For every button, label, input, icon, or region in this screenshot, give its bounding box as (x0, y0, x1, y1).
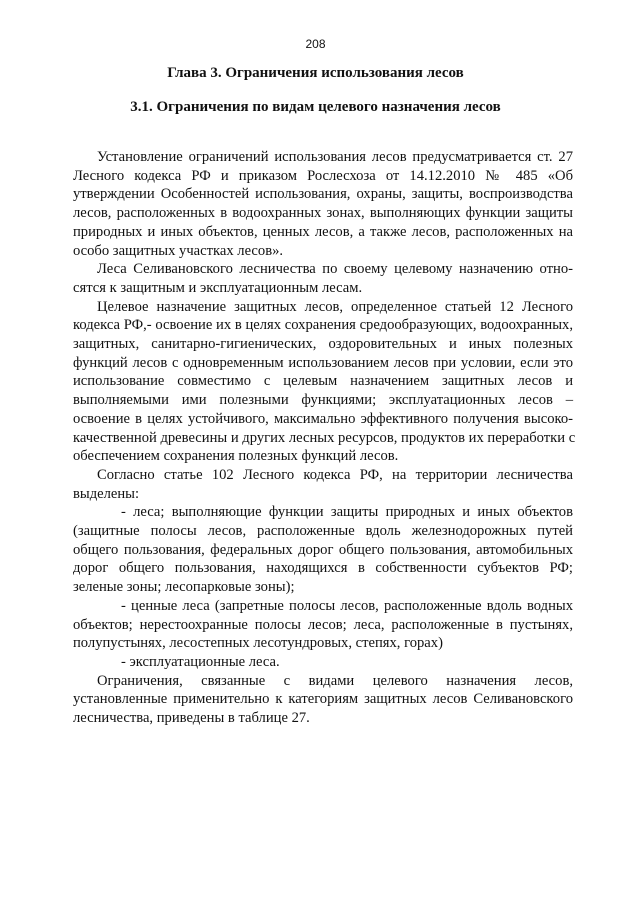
paragraph (73, 298, 576, 466)
section-title: 3.1. Ограничения по видам целевого назначения лесов (130, 99, 501, 115)
text-line: сятся к защитным и эксплуатационным лесам. (73, 279, 363, 296)
text-line: лесов, расположенных в водоохранных зонах, выполняющих функции защиты (73, 205, 573, 222)
text-line: Согласно статье 102 Лесного кодекса РФ, на территории лесничества (97, 466, 573, 483)
text-line: (защитные полосы лесов, расположенные вдоль железнодорожных путей (73, 523, 573, 540)
text-line: освоение в целях устойчивого, максимально эффективного получения высоко- (73, 410, 573, 427)
text-line: выделены: (73, 485, 140, 502)
text-line: защитных, санитарно-гигиенических, оздоровительных и иных полезных (73, 336, 573, 353)
body-text (73, 148, 576, 728)
chapter-title: Глава 3. Ограничения использования лесов (167, 65, 464, 81)
text-line: установленные применительно к категориям защитных лесов Селивановского (73, 691, 573, 708)
text-line: - леса; выполняющие функции защиты природных и иных объектов (121, 504, 573, 521)
page-number: 208 (305, 37, 326, 51)
paragraph (73, 653, 573, 672)
text-line: обеспечением сохранения полезных функций лесов. (73, 448, 399, 465)
text-line: Установление ограничений использования лесов предусматривается ст. 27 (97, 149, 573, 165)
paragraph (73, 672, 573, 728)
text-line: кодекса РФ,- освоение их в целях сохранения средообразующих, водоохранных, (73, 317, 573, 334)
text-line: Лесного кодекса РФ и приказом Рослесхоза от 14.12.2010 № 485 «Об (73, 167, 573, 184)
text-line: лесничества, приведены в таблице 27. (73, 710, 310, 727)
text-line: Ограничения, связанные с видами целевого назначения лесов, (97, 672, 573, 689)
text-line: - ценные леса (запретные полосы лесов, расположенные вдоль водных (121, 597, 573, 614)
paragraph (73, 148, 573, 260)
text-line: Целевое назначение защитных лесов, определенное статьей 12 Лесного (97, 298, 573, 315)
text-line: Леса Селивановского лесничества по своему целевому назначению отно- (97, 261, 573, 278)
text-line: качественной древесины и других лесных ресурсов, продуктов их переработки с (73, 429, 576, 446)
text-line: использование совместимо с целевым назначением защитных лесов и (73, 373, 573, 390)
paragraph (73, 260, 573, 297)
text-line: утверждении Особенностей использования, охраны, защиты, воспроизводства (73, 186, 573, 203)
text-line: выполняемыми ими полезными функциями; эксплуатационных лесов – (73, 392, 573, 409)
text-line: особо защитных участках лесов». (73, 242, 284, 259)
text-line: зеленые зоны; лесопарковые зоны); (73, 579, 295, 596)
text-line: дорог общего пользования, находящихся в собственности субъектов РФ; (73, 560, 573, 577)
text-line: общего пользования, федеральных дорог общего пользования, автомобильных (73, 541, 573, 558)
text-line: функций лесов с одновременным использованием лесов при условии, если это (73, 354, 573, 371)
paragraph (73, 466, 573, 503)
text-line: объектов; нерестоохранные полосы лесов; леса, расположенные в пустынях, (73, 616, 573, 633)
text-line: природных и иных объектов, ценных лесов, а также лесов, расположенных на (73, 223, 573, 240)
paragraph (73, 597, 573, 653)
text-line: полупустынях, лесостепных лесотундровых, степях, горах) (73, 635, 443, 652)
text-line: - эксплуатационные леса. (121, 653, 280, 670)
paragraph (73, 503, 573, 597)
